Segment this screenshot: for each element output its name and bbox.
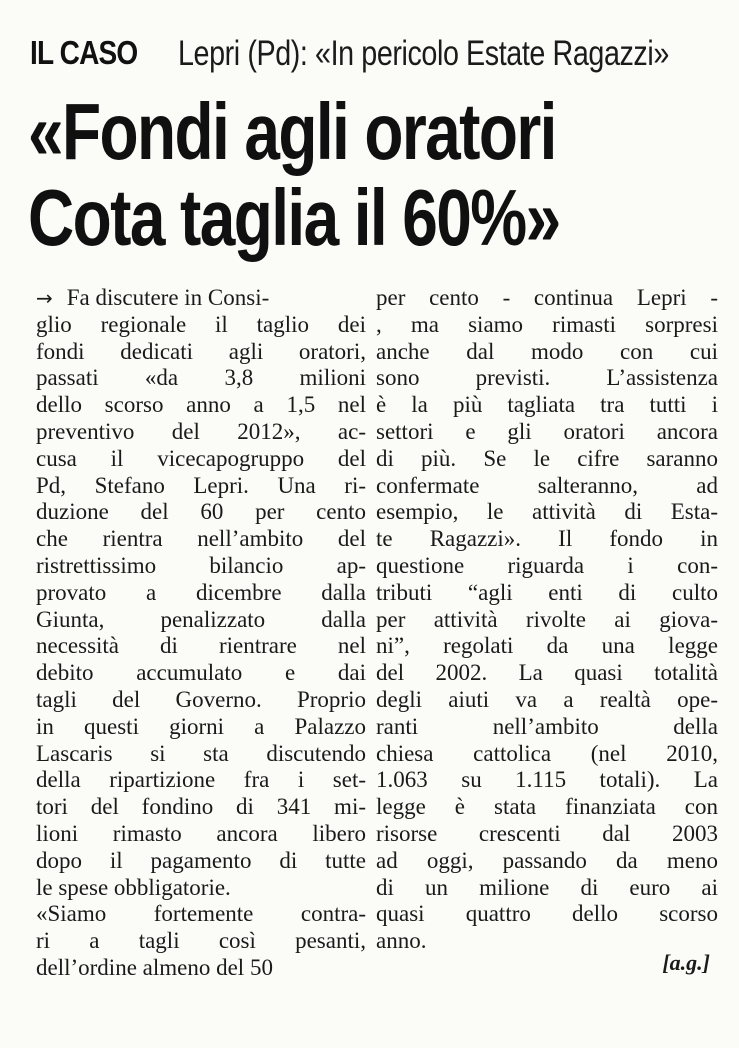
body-line-text: cusa il vicecapogruppo del bbox=[36, 445, 366, 471]
body-line bbox=[376, 607, 718, 634]
body-line bbox=[36, 473, 366, 500]
body-line-text: «Siamo fortemente contra- bbox=[36, 901, 366, 927]
author-signature: [a.g.] bbox=[662, 950, 710, 975]
body-line bbox=[376, 875, 718, 902]
body-line-text: dello scorso anno a 1,5 nel bbox=[36, 392, 366, 418]
body-line-text: per attività rivolte ai giova- bbox=[376, 606, 718, 632]
body-line-text: di più. Se le cifre saranno bbox=[376, 445, 718, 471]
body-line bbox=[376, 741, 718, 768]
body-line-text: te Ragazzi». Il fondo in bbox=[376, 526, 718, 552]
body-line bbox=[36, 526, 366, 553]
body-line-text: dopo il pagamento di tutte bbox=[36, 847, 366, 873]
kicker-label: IL CASO bbox=[30, 34, 138, 71]
body-line bbox=[36, 901, 366, 928]
body-line bbox=[376, 365, 718, 392]
body-line bbox=[36, 553, 366, 580]
body-line bbox=[36, 848, 366, 875]
body-line-text: sono previsti. L’assistenza bbox=[376, 365, 718, 391]
body-line bbox=[376, 553, 718, 580]
body-line bbox=[376, 312, 718, 339]
body-line bbox=[36, 767, 366, 794]
body-line bbox=[36, 365, 366, 392]
body-line bbox=[36, 446, 366, 473]
body-line bbox=[376, 580, 718, 607]
body-line-text: le spese obbligatorie. bbox=[36, 874, 231, 900]
kicker-row bbox=[30, 34, 720, 84]
body-line-text: , ma siamo rimasti sorpresi bbox=[376, 311, 718, 337]
body-line-text: ristrettissimo bilancio ap- bbox=[36, 552, 366, 578]
body-line bbox=[36, 580, 366, 607]
body-line-text: Fa discutere in Consi- bbox=[66, 285, 270, 310]
body-line-text: dell’ordine almeno del 50 bbox=[36, 954, 273, 980]
body-line bbox=[36, 312, 366, 339]
body-line bbox=[36, 687, 366, 714]
body-line bbox=[376, 714, 718, 741]
body-line-text: tributi “agli enti di culto bbox=[376, 579, 718, 605]
body-line bbox=[36, 875, 366, 902]
body-line bbox=[376, 499, 718, 526]
body-line bbox=[36, 714, 366, 741]
body-line-text: che rientra nell’ambito del bbox=[36, 526, 366, 552]
body-line-text: Lascaris si sta discutendo bbox=[36, 740, 366, 766]
body-line-text: per cento - continua Lepri - bbox=[376, 285, 718, 310]
body-line bbox=[36, 633, 366, 660]
body-line bbox=[36, 392, 366, 419]
body-line bbox=[376, 660, 718, 687]
body-line bbox=[376, 446, 718, 473]
body-line-text: questione riguarda i con- bbox=[376, 552, 718, 578]
body-line-text: Giunta, penalizzato dalla bbox=[36, 606, 366, 632]
body-line bbox=[376, 339, 718, 366]
body-line bbox=[376, 526, 718, 553]
body-line bbox=[36, 660, 366, 687]
body-line bbox=[376, 848, 718, 875]
body-line-text: ad oggi, passando da meno bbox=[376, 847, 718, 873]
body-line-text: è la più tagliata tra tutti i bbox=[376, 392, 718, 418]
body-line-text: provato a dicembre dalla bbox=[36, 579, 366, 605]
body-line bbox=[376, 821, 718, 848]
headline-line-2: Cota taglia il 60%» bbox=[28, 173, 560, 262]
body-line bbox=[36, 741, 366, 768]
body-line-text: ri a tagli così pesanti, bbox=[36, 928, 366, 954]
body-line-text: preventivo del 2012», ac- bbox=[36, 418, 366, 444]
body-line bbox=[36, 419, 366, 446]
body-line bbox=[36, 821, 366, 848]
body-column-1 bbox=[36, 285, 366, 982]
body-line bbox=[376, 767, 718, 794]
body-line-text: in questi giorni a Palazzo bbox=[36, 713, 366, 739]
right-arrow-icon: → bbox=[36, 286, 53, 310]
headline-line-1: «Fondi agli oratori bbox=[28, 87, 556, 176]
body-line bbox=[36, 499, 366, 526]
body-line-text: quasi quattro dello scorso bbox=[376, 901, 718, 927]
body-line bbox=[36, 339, 366, 366]
body-line-text: lioni rimasto ancora libero bbox=[36, 820, 366, 846]
body-line-text: chiesa cattolica (nel 2010, bbox=[376, 740, 718, 766]
body-line-text: legge è stata finanziata con bbox=[376, 794, 718, 820]
body-line bbox=[36, 955, 366, 982]
body-line bbox=[376, 392, 718, 419]
body-line-text: del 2002. La quasi totalità bbox=[376, 660, 718, 686]
body-line-text: necessità di rientrare nel bbox=[36, 633, 366, 659]
body-line-text: risorse crescenti dal 2003 bbox=[376, 820, 718, 846]
body-line-text: passati «da 3,8 milioni bbox=[36, 365, 366, 391]
body-line-text: glio regionale il taglio dei bbox=[36, 311, 366, 337]
body-line bbox=[376, 285, 718, 312]
body-line bbox=[376, 473, 718, 500]
body-line bbox=[376, 901, 718, 928]
body-line bbox=[36, 928, 366, 955]
body-line-text: degli aiuti va a realtà ope- bbox=[376, 686, 718, 712]
body-line bbox=[36, 794, 366, 821]
body-line-text: Pd, Stefano Lepri. Una ri- bbox=[36, 472, 366, 498]
body-line-text: settori e gli oratori ancora bbox=[376, 418, 718, 444]
body-line-text: tagli del Governo. Proprio bbox=[36, 686, 366, 712]
body-line-text: debito accumulato e dai bbox=[36, 660, 366, 686]
body-line bbox=[36, 607, 366, 634]
body-line-text: ranti nell’ambito della bbox=[376, 713, 718, 739]
body-line-text: duzione del 60 per cento bbox=[36, 499, 366, 525]
body-line-text: esempio, le attività di Esta- bbox=[376, 499, 718, 525]
body-line-text: anno. bbox=[376, 928, 427, 954]
body-line-text: tori del fondino di 341 mi- bbox=[36, 794, 366, 820]
body-line-text: fondi dedicati agli oratori, bbox=[36, 338, 366, 364]
body-line-text: ni”, regolati da una legge bbox=[376, 633, 718, 659]
body-line-text: di un milione di euro ai bbox=[376, 874, 718, 900]
body-line-text: 1.063 su 1.115 totali). La bbox=[376, 767, 718, 793]
kicker-text: Lepri (Pd): «In pericolo Estate Ragazzi» bbox=[178, 34, 669, 73]
body-column-2 bbox=[376, 285, 718, 955]
body-line bbox=[376, 419, 718, 446]
body-line-text: della ripartizione fra i set- bbox=[36, 767, 366, 793]
body-line bbox=[376, 794, 718, 821]
body-line bbox=[376, 633, 718, 660]
body-line-text: confermate salteranno, ad bbox=[376, 472, 718, 498]
body-line-text: anche dal modo con cui bbox=[376, 338, 718, 364]
body-line bbox=[376, 687, 718, 714]
body-line bbox=[36, 285, 366, 312]
